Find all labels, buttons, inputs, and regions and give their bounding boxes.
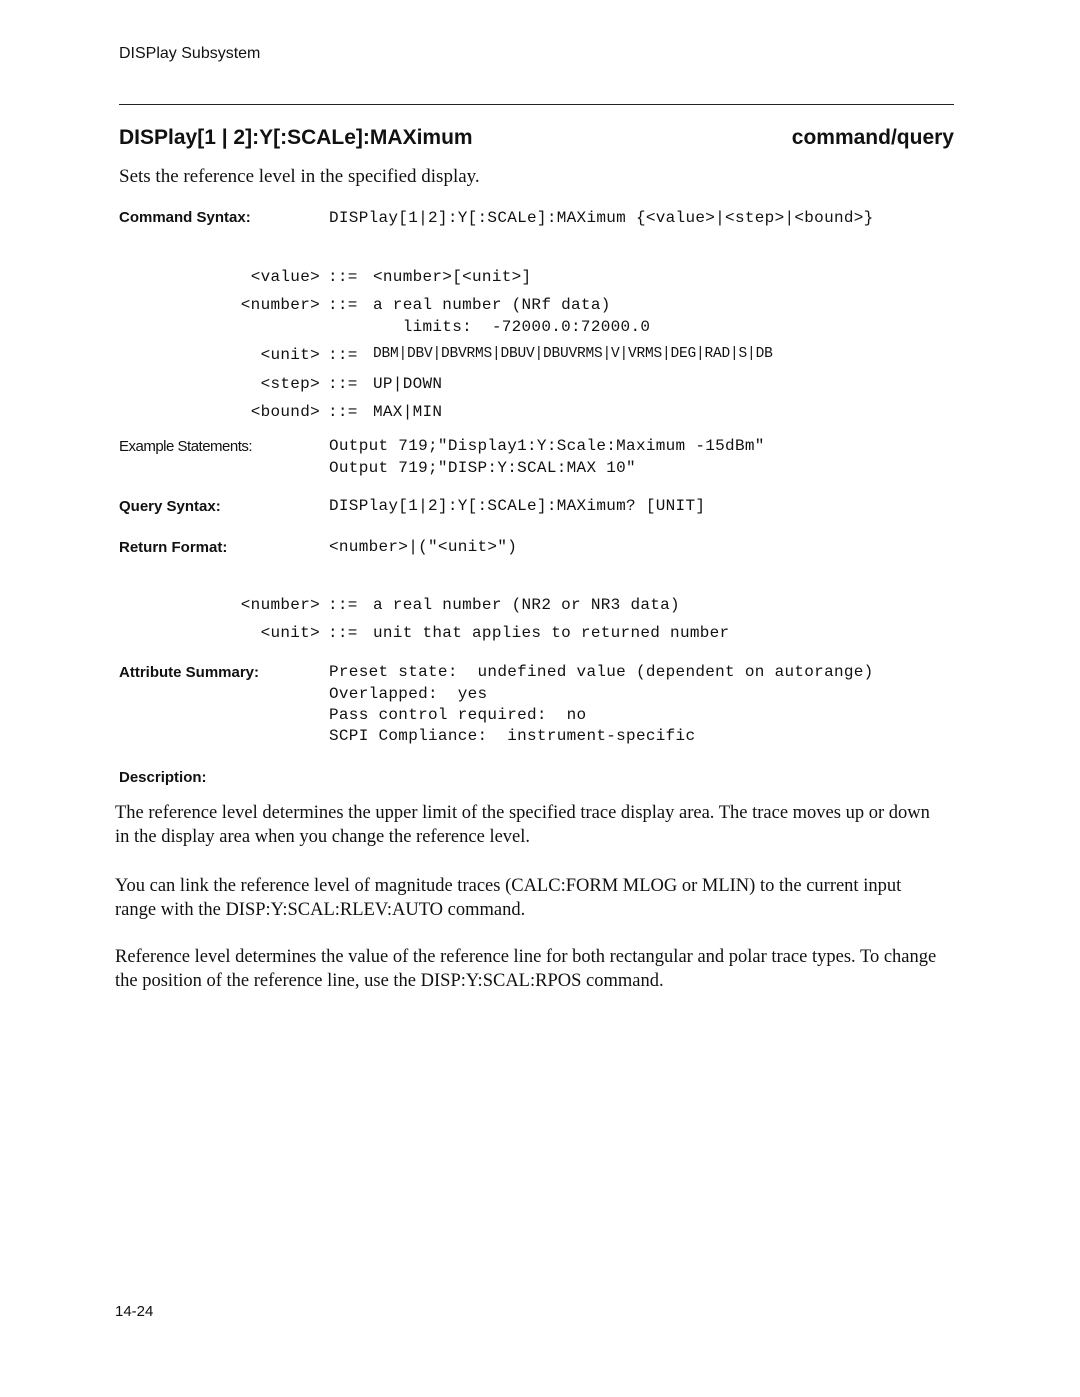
page-number: 14-24 (115, 1303, 154, 1320)
definition-operator: ::= (328, 346, 358, 364)
definition-operator: ::= (328, 268, 358, 286)
running-header: DISPlay Subsystem (119, 45, 261, 62)
attribute-line: Preset state: undefined value (dependent on autorange) (329, 663, 874, 681)
command-type: command/query (791, 126, 954, 149)
definition-name: <unit> (260, 624, 320, 642)
command-syntax-label: Command Syntax: (119, 209, 251, 226)
definition-operator: ::= (328, 624, 358, 642)
description-paragraph: The reference level determines the upper limit of the specified trace display area. The trace moves up or down in the display area when you change the reference level. (115, 803, 930, 847)
definition-name: <bound> (250, 403, 320, 421)
command-syntax-text: DISPlay[1|2]:Y[:SCALe]:MAXimum {<value>|<step>|<bound>} (329, 209, 874, 227)
definition-operator: ::= (328, 403, 358, 421)
definition-value: a real number (NRf data) (373, 296, 611, 314)
definition-name: <number> (240, 596, 320, 614)
attribute-line: SCPI Compliance: instrument-specific (329, 727, 696, 745)
definition-operator: ::= (328, 596, 358, 614)
command-summary: Sets the reference level in the specified display. (119, 166, 480, 187)
definition-name: <unit> (260, 346, 320, 364)
query-syntax-label: Query Syntax: (119, 498, 221, 515)
query-syntax-text: DISPlay[1|2]:Y[:SCALe]:MAXimum? [UNIT] (329, 497, 706, 515)
example-statements-label: Example Statements: (119, 438, 253, 455)
definition-value: a real number (NR2 or NR3 data) (373, 596, 680, 614)
return-format-text: <number>|("<unit>") (329, 538, 518, 556)
definition-value: DBM|DBV|DBVRMS|DBUV|DBUVRMS|V|VRMS|DEG|RAD|S|DB (373, 346, 773, 362)
description-paragraph: You can link the reference level of magnitude traces (CALC:FORM MLOG or MLIN) to the current input range with the DISP:Y:SCAL:RLEV:AUTO command. (115, 876, 902, 920)
definition-limits: limits: -72000.0:72000.0 (373, 318, 651, 336)
definition-value: <number>[<unit>] (373, 268, 532, 286)
description-label: Description: (119, 769, 207, 786)
description-paragraph: Reference level determines the value of the reference line for both rectangular and polar trace types. To change the position of the reference line, use the DISP:Y:SCAL:RPOS command. (115, 947, 937, 991)
definition-value: unit that applies to returned number (373, 624, 730, 642)
attribute-summary-label: Attribute Summary: (119, 664, 260, 681)
return-format-label: Return Format: (119, 539, 228, 556)
definition-name: <value> (250, 268, 320, 286)
example-line: Output 719;"Display1:Y:Scale:Maximum -15dBm" (329, 437, 765, 455)
definition-name: <step> (260, 375, 320, 393)
example-line: Output 719;"DISP:Y:SCAL:MAX 10" (329, 459, 636, 477)
definition-value: UP|DOWN (373, 375, 443, 393)
definition-name: <number> (240, 296, 320, 314)
command-title: DISPlay[1 | 2]:Y[:SCALe]:MAXimum (119, 126, 473, 149)
attribute-line: Pass control required: no (329, 706, 587, 724)
definition-operator: ::= (328, 375, 358, 393)
definition-operator: ::= (328, 296, 358, 314)
definition-value: MAX|MIN (373, 403, 443, 421)
attribute-line: Overlapped: yes (329, 685, 488, 703)
header-rule (119, 104, 954, 105)
